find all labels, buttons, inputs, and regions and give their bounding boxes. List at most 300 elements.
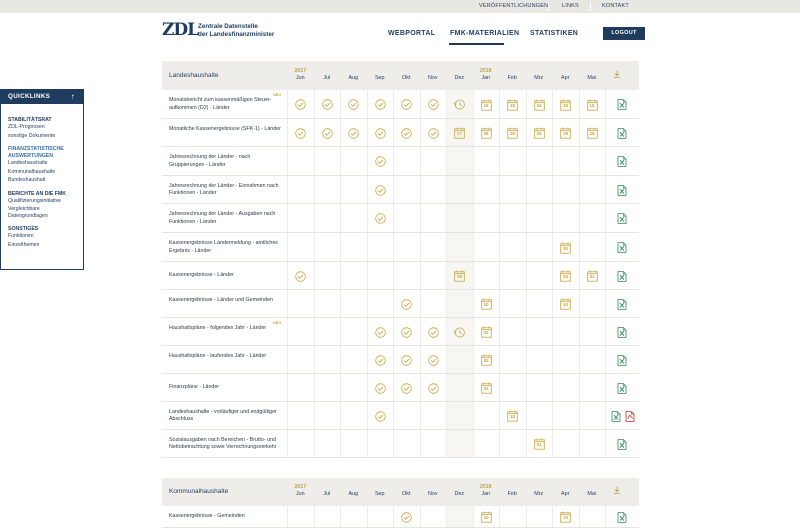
grid-cell <box>420 262 447 289</box>
year-label <box>340 68 367 75</box>
grid-cell <box>314 233 341 261</box>
grid-cell <box>287 176 314 203</box>
checkmark-circle-icon[interactable] <box>375 383 386 394</box>
calendar-icon[interactable] <box>587 99 598 111</box>
grid-cell <box>499 430 526 457</box>
top-link-kontakt[interactable]: KONTAKT <box>602 3 629 9</box>
grid-cell <box>446 506 473 527</box>
calendar-icon[interactable] <box>507 99 518 111</box>
table-row <box>162 90 639 119</box>
grid-cell <box>287 430 314 457</box>
logo-text <box>198 23 274 39</box>
excel-file-icon[interactable] <box>617 327 627 338</box>
row-label[interactable]: Kassenergebnisse - Gemeinden <box>169 513 245 520</box>
quicklink-sonstige-dokumente[interactable]: sonstige Dokumente <box>8 132 56 139</box>
month-label: Sep <box>374 74 385 81</box>
checkmark-circle-icon[interactable] <box>428 355 439 366</box>
excel-file-icon[interactable] <box>617 512 627 523</box>
grid-cell <box>499 346 526 373</box>
table-row <box>162 318 639 346</box>
month-column-header[interactable] <box>499 68 526 81</box>
year-label <box>340 484 367 491</box>
grid-cell <box>314 262 341 289</box>
calendar-icon[interactable] <box>534 127 545 139</box>
quicklinks-section-title[interactable]: FINANZSTATISTISCHE AUSWERTUNGEN <box>8 146 64 159</box>
calendar-date: 15 <box>509 414 516 419</box>
nav-fmk-materialien[interactable]: FMK-MATERIALIEN <box>450 30 520 37</box>
calendar-date: 02 <box>483 330 489 335</box>
grid-cell <box>552 402 579 429</box>
calendar-icon[interactable] <box>560 127 571 139</box>
checkmark-circle-icon[interactable] <box>375 185 386 196</box>
table-row <box>162 204 639 233</box>
calendar-date: 15 <box>509 102 516 108</box>
calendar-icon[interactable] <box>534 438 545 450</box>
year-label: 2018 <box>479 67 492 74</box>
grid-cell <box>473 430 500 457</box>
calendar-icon[interactable] <box>560 270 571 282</box>
calendar-date: 25 <box>536 131 542 136</box>
row-label[interactable]: Landeshaushalte - vorläufiger und endgültiger Abschluss <box>169 408 277 422</box>
year-label <box>526 68 553 75</box>
year-label <box>579 68 606 75</box>
nav-statistiken[interactable]: STATISTIKEN <box>530 30 579 37</box>
top-separator <box>548 2 549 11</box>
quicklinks-title: QUICKLINKS <box>8 93 51 100</box>
grid-cell <box>367 233 394 261</box>
calendar-icon[interactable] <box>481 511 492 523</box>
row-label[interactable]: Kassenergebnisse - Länder und Gemeinden <box>169 296 273 303</box>
grid-cell <box>552 176 579 203</box>
month-label: Jun <box>295 74 305 81</box>
calendar-icon[interactable] <box>454 127 465 139</box>
checkmark-circle-icon[interactable] <box>348 99 359 110</box>
month-column-header[interactable] <box>367 484 394 497</box>
month-column-header[interactable] <box>287 68 314 81</box>
grid-cell <box>287 233 314 261</box>
excel-file-icon[interactable] <box>617 242 627 253</box>
new-badge: NEU <box>273 93 282 97</box>
quicklinks-panel <box>0 89 84 270</box>
quicklinks-header[interactable] <box>1 90 83 104</box>
month-label: Jul <box>323 491 331 497</box>
checkmark-circle-icon[interactable] <box>428 383 439 394</box>
year-label <box>499 68 526 75</box>
download-arrow-icon[interactable] <box>613 486 621 494</box>
checkmark-circle-icon[interactable] <box>401 128 412 139</box>
excel-file-icon[interactable] <box>617 439 627 450</box>
checkmark-circle-icon[interactable] <box>401 299 412 310</box>
clock-fast-icon[interactable] <box>453 99 466 110</box>
year-label: 2017 <box>294 67 307 74</box>
quicklink-landeshaushalte[interactable]: Landeshaushalte <box>8 160 48 167</box>
grid-cell <box>552 430 579 457</box>
top-link-veroeffentlichungen[interactable]: VERÖFFENTLICHUNGEN <box>479 3 549 9</box>
grid-cell <box>420 430 447 457</box>
section-header <box>162 61 639 90</box>
excel-file-icon[interactable] <box>617 185 627 196</box>
calendar-icon[interactable] <box>534 99 545 111</box>
quicklink-einzelthemen[interactable]: Einzelthemen <box>8 242 40 249</box>
grid-cell <box>579 318 606 345</box>
grid-cell <box>526 318 553 345</box>
excel-file-icon[interactable] <box>617 156 627 167</box>
quicklink-zdl-prognosen[interactable]: ZDL-Prognosen <box>8 124 45 131</box>
excel-file-icon[interactable] <box>617 355 627 366</box>
grid-cell <box>526 262 553 289</box>
calendar-date: 15 <box>589 102 595 108</box>
calendar-date: 29 <box>562 131 569 136</box>
year-label <box>420 68 447 75</box>
row-label[interactable]: Haushaltspläne - laufendes Jahr - Länder <box>169 352 267 359</box>
grid-cell <box>340 176 367 203</box>
grid-cell <box>340 204 367 232</box>
month-column-header[interactable] <box>526 68 553 81</box>
grid-cell <box>446 147 473 175</box>
table-row <box>162 147 639 176</box>
row-label[interactable]: Kassenergebnisse - Länder <box>169 272 234 279</box>
grid-cell <box>526 290 553 317</box>
month-column-header[interactable] <box>473 484 500 497</box>
year-label <box>420 484 447 491</box>
quicklinks-section-title[interactable]: BERICHTE AN DIE FMK <box>8 190 67 197</box>
month-label: Apr <box>561 491 570 497</box>
month-column-header[interactable] <box>446 484 473 497</box>
year-label: 2018 <box>479 484 492 490</box>
month-column-header[interactable] <box>420 484 447 497</box>
checkmark-circle-icon[interactable] <box>375 411 386 422</box>
nav-active-indicator <box>449 43 504 45</box>
grid-cell <box>287 204 314 232</box>
grid-cell <box>314 147 341 175</box>
checkmark-circle-icon[interactable] <box>401 327 412 338</box>
month-column-header[interactable] <box>446 68 473 81</box>
grid-cell <box>367 430 394 457</box>
row-label[interactable]: Monatsbericht zum kassenmäßigen Steuer-aufkommen (D2) - Länder <box>169 97 272 111</box>
calendar-icon[interactable] <box>481 326 492 338</box>
month-column-header[interactable] <box>579 68 606 81</box>
month-column-header[interactable] <box>340 484 367 497</box>
checkmark-circle-icon[interactable] <box>295 271 306 282</box>
download-arrow-icon[interactable] <box>613 70 621 78</box>
grid-cell <box>473 262 500 289</box>
calendar-icon[interactable] <box>587 270 598 282</box>
grid-cell <box>287 147 314 175</box>
grid-cell <box>314 318 341 345</box>
calendar-date: 27 <box>456 131 463 136</box>
month-column-header[interactable] <box>393 68 420 81</box>
checkmark-circle-icon[interactable] <box>375 355 386 366</box>
grid-cell <box>552 374 579 401</box>
grid-cell <box>314 176 341 203</box>
calendar-date: 25 <box>589 131 595 136</box>
table-row <box>162 402 639 430</box>
grid-cell <box>499 374 526 401</box>
quicklink-bundeshaushalt[interactable]: Bundeshaushalt <box>8 177 46 184</box>
arrow-up-icon[interactable]: ↑ <box>70 92 75 101</box>
clock-fast-icon[interactable] <box>453 327 466 338</box>
year-label <box>393 68 420 75</box>
calendar-icon[interactable] <box>560 511 571 523</box>
checkmark-circle-icon[interactable] <box>375 327 386 338</box>
grid-cell <box>340 147 367 175</box>
month-label: Apr <box>561 74 570 81</box>
grid-cell <box>446 233 473 261</box>
calendar-icon[interactable] <box>454 270 465 282</box>
quicklink-funktionen[interactable]: Funktionen <box>8 233 34 240</box>
checkmark-circle-icon[interactable] <box>401 355 412 366</box>
year-label <box>579 484 606 491</box>
grid-cell <box>314 204 341 232</box>
excel-file-icon[interactable] <box>617 99 627 110</box>
grid-cell <box>499 262 526 289</box>
month-label: Aug <box>348 74 359 81</box>
grid-cell <box>526 233 553 261</box>
checkmark-circle-icon[interactable] <box>322 99 333 110</box>
grid-cell <box>446 402 473 429</box>
month-label: Aug <box>348 491 359 497</box>
logo-line-2: der Landesfinanzminister <box>198 31 275 38</box>
grid-cell <box>314 402 341 429</box>
grid-cell <box>499 176 526 203</box>
grid-cell <box>340 346 367 373</box>
month-column-header[interactable] <box>473 68 500 81</box>
month-label: Feb <box>507 74 517 81</box>
checkmark-circle-icon[interactable] <box>295 128 306 139</box>
calendar-icon[interactable] <box>507 410 518 422</box>
grid-cell <box>420 204 447 232</box>
grid-cell <box>552 204 579 232</box>
grid-cell <box>579 430 606 457</box>
grid-cell <box>526 176 553 203</box>
month-column-header[interactable] <box>314 484 341 497</box>
grid-cell <box>526 147 553 175</box>
grid-cell <box>420 506 447 527</box>
row-label[interactable]: Finanzpläne - Länder <box>169 384 220 391</box>
calendar-icon[interactable] <box>560 99 571 111</box>
month-column-header[interactable] <box>420 68 447 81</box>
checkmark-circle-icon[interactable] <box>322 128 333 139</box>
month-label: Nov <box>427 491 438 497</box>
new-badge: NEU <box>273 321 282 325</box>
grid-cell <box>287 290 314 317</box>
checkmark-circle-icon[interactable] <box>428 128 439 139</box>
checkmark-circle-icon[interactable] <box>401 383 412 394</box>
checkmark-circle-icon[interactable] <box>401 99 412 110</box>
table-row <box>162 290 639 318</box>
calendar-date: 30 <box>562 245 569 251</box>
calendar-icon[interactable] <box>481 354 492 366</box>
grid-cell <box>340 374 367 401</box>
section-header <box>162 478 639 506</box>
table-row <box>162 430 639 458</box>
grid-cell <box>287 318 314 345</box>
row-label[interactable]: Kassenergebnisse Ländermeldung - amtliches Ergebnis - Länder <box>169 240 278 254</box>
grid-cell <box>552 147 579 175</box>
grid-cell <box>393 233 420 261</box>
calendar-icon[interactable] <box>560 298 571 310</box>
grid-cell <box>499 506 526 527</box>
calendar-date: 15 <box>536 102 542 108</box>
month-column-header[interactable] <box>367 68 394 81</box>
row-label[interactable]: Jahresrechnung der Länder - Ausgaben nach Funktionen - Länder <box>169 211 276 225</box>
grid-cell <box>473 204 500 232</box>
month-column-header[interactable] <box>526 484 553 497</box>
excel-file-icon[interactable] <box>617 271 627 282</box>
calendar-date: 01 <box>536 442 542 447</box>
checkmark-circle-icon[interactable] <box>375 156 386 167</box>
grid-cell <box>446 430 473 457</box>
quicklinks-body <box>1 104 83 250</box>
month-label: Mrz <box>534 491 544 497</box>
grid-cell <box>367 506 394 527</box>
grid-cell <box>420 290 447 317</box>
table-row <box>162 506 639 528</box>
month-label: Okt <box>402 74 411 81</box>
nav-webportal[interactable]: WEBPORTAL <box>388 30 436 37</box>
grid-cell <box>499 233 526 261</box>
grid-cell <box>526 204 553 232</box>
year-label <box>314 68 341 75</box>
month-column-header[interactable] <box>552 68 579 81</box>
grid-cell <box>552 318 579 345</box>
grid-cell <box>579 233 606 261</box>
grid-cell <box>446 374 473 401</box>
grid-cell <box>314 506 341 527</box>
grid-cell <box>340 430 367 457</box>
excel-file-icon[interactable] <box>617 299 627 310</box>
month-column-header[interactable] <box>340 68 367 81</box>
checkmark-circle-icon[interactable] <box>348 128 359 139</box>
grid-cell <box>367 262 394 289</box>
month-label: Okt <box>402 491 411 497</box>
checkmark-circle-icon[interactable] <box>401 512 412 523</box>
excel-file-icon[interactable] <box>617 128 627 139</box>
month-label: Jan <box>481 74 491 81</box>
grid-cell <box>473 147 500 175</box>
month-column-header[interactable] <box>552 484 579 497</box>
month-label: Jun <box>295 491 305 497</box>
logo-line-1: Zentrale Datenstelle <box>198 23 258 30</box>
month-label: Sep <box>374 491 385 497</box>
calendar-icon[interactable] <box>560 242 571 254</box>
year-label <box>446 484 473 491</box>
grid-cell <box>340 402 367 429</box>
grid-cell <box>526 402 553 429</box>
logout-button[interactable]: LOGOUT <box>603 27 645 40</box>
grid-cell <box>526 506 553 527</box>
month-label: Jul <box>323 74 331 81</box>
grid-cell <box>446 290 473 317</box>
month-column-header[interactable] <box>393 484 420 497</box>
month-label: Dez <box>454 491 465 497</box>
grid-cell <box>579 346 606 373</box>
checkmark-circle-icon[interactable] <box>295 99 306 110</box>
calendar-date: 28 <box>483 131 489 136</box>
row-label[interactable]: Sozialausgaben nach Bereichen - Brutto- und Nettobetrachtung sowie Verrechnungsverkehr <box>169 436 277 450</box>
checkmark-circle-icon[interactable] <box>375 99 386 110</box>
excel-file-icon[interactable] <box>617 383 627 394</box>
quicklinks-section-title[interactable]: SONSTIGES <box>8 226 39 233</box>
calendar-date: 10 <box>562 274 569 279</box>
calendar-icon[interactable] <box>481 127 492 139</box>
calendar-date: 10 <box>562 302 569 307</box>
excel-file-icon[interactable] <box>611 411 621 422</box>
month-column-header[interactable] <box>287 484 314 497</box>
calendar-icon[interactable] <box>481 298 492 310</box>
row-label[interactable]: Monatliche Kassenergebnisse (SFK-1) - Länder <box>169 125 281 132</box>
table-row <box>162 233 639 262</box>
row-label[interactable]: Haushaltspläne - folgendes Jahr - Länder <box>169 324 267 331</box>
grid-cell <box>499 290 526 317</box>
grid-cell <box>393 430 420 457</box>
logo-mark: ZDL <box>162 20 199 40</box>
grid-cell <box>446 346 473 373</box>
year-label <box>552 68 579 75</box>
quicklinks-section-title[interactable]: STABILITÄTSRAT <box>8 117 52 123</box>
month-column-header[interactable] <box>314 68 341 81</box>
quicklink-kommunalhaushalte[interactable]: Kommunalhaushalte <box>8 168 56 175</box>
row-label[interactable]: Jahresrechnung der Länder - Einnahmen nach Funktionen - Länder <box>169 182 279 196</box>
grid-cell <box>340 262 367 289</box>
excel-file-icon[interactable] <box>617 213 627 224</box>
row-label[interactable]: Jahresrechnung der Länder - nach Gruppierungen - Länder <box>169 154 251 168</box>
calendar-date: 15 <box>562 102 569 108</box>
year-label <box>367 484 394 491</box>
month-column-header[interactable] <box>499 484 526 497</box>
grid-cell <box>420 402 447 429</box>
grid-cell <box>287 402 314 429</box>
grid-cell <box>473 176 500 203</box>
checkmark-circle-icon[interactable] <box>375 213 386 224</box>
table-row <box>162 346 639 374</box>
grid-cell <box>314 346 341 373</box>
grid-cell <box>393 147 420 175</box>
year-label <box>499 484 526 491</box>
quicklink-qualifizierungsinitiative[interactable]: Qualifizierungsinitiative <box>8 198 62 205</box>
grid-cell <box>499 204 526 232</box>
grid-cell <box>526 346 553 373</box>
month-label: Mai <box>587 74 597 81</box>
grid-cell <box>579 176 606 203</box>
grid-cell <box>499 147 526 175</box>
month-label: Mrz <box>534 74 544 81</box>
grid-cell <box>393 262 420 289</box>
top-link-links[interactable]: LINKS <box>562 3 579 9</box>
grid-cell <box>340 318 367 345</box>
table-row <box>162 176 639 204</box>
table-row <box>162 374 639 402</box>
grid-cell <box>287 346 314 373</box>
calendar-date: 15 <box>483 102 489 108</box>
grid-cell <box>393 176 420 203</box>
quicklink-vergleichbare-datengrundlagen[interactable]: Vergleichbare Datengrundlagen <box>8 205 48 219</box>
grid-cell <box>579 147 606 175</box>
grid-cell <box>579 290 606 317</box>
calendar-icon[interactable] <box>507 127 518 139</box>
grid-cell <box>367 290 394 317</box>
calendar-icon[interactable] <box>587 127 598 139</box>
pdf-file-icon[interactable] <box>625 411 635 422</box>
calendar-icon[interactable] <box>481 382 492 394</box>
grid-cell <box>579 204 606 232</box>
checkmark-circle-icon[interactable] <box>375 128 386 139</box>
checkmark-circle-icon[interactable] <box>428 99 439 110</box>
calendar-icon[interactable] <box>481 99 492 111</box>
checkmark-circle-icon[interactable] <box>428 327 439 338</box>
month-column-header[interactable] <box>579 484 606 497</box>
top-utility-bar <box>0 0 800 13</box>
